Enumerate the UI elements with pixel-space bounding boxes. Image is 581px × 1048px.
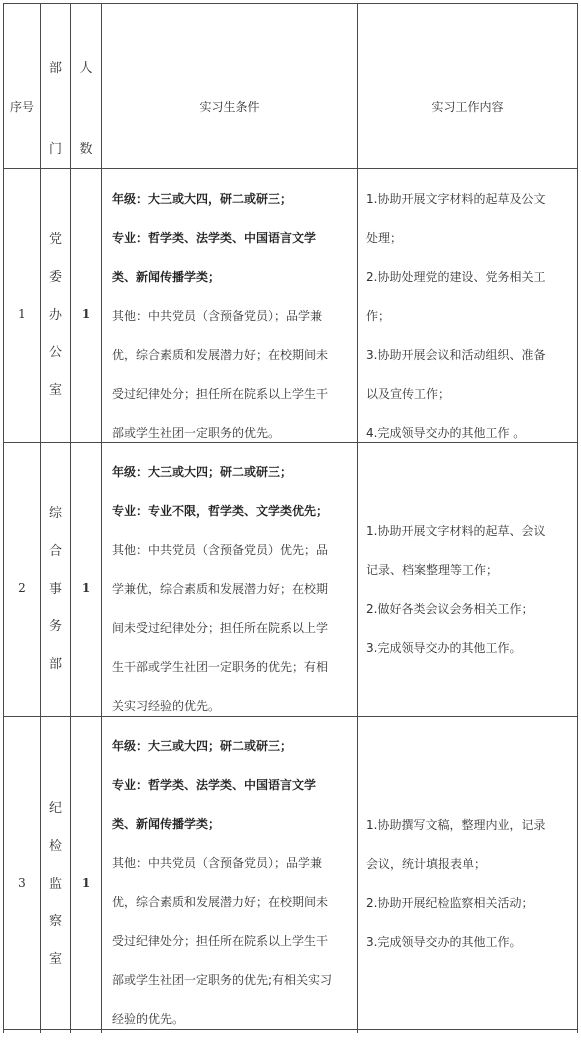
- condition-line: 间未受过纪律处分；担任所在院系以上学: [112, 621, 329, 635]
- header-index: 序号: [9, 100, 34, 114]
- dept-char: 部: [48, 657, 62, 672]
- condition-line: 年级：大三或大四，研二或研三；: [112, 192, 293, 206]
- condition-line: 生干部或学生社团一定职务的优先；有相: [112, 660, 329, 674]
- work-line: 会议，统计填报表单；: [366, 857, 487, 871]
- row-index: 3: [18, 876, 26, 890]
- condition-line: 类、新闻传播学类；: [112, 817, 221, 831]
- dept-char: 合: [48, 543, 62, 559]
- header-dept-char: 部: [48, 61, 62, 76]
- work-line: 4.完成领导交办的其他工作 。: [366, 426, 526, 440]
- condition-line: 关实习经验的优先。: [112, 699, 221, 713]
- dept-char: 检: [48, 838, 62, 854]
- work-line: 作；: [366, 309, 391, 323]
- header-dept-char: 门: [48, 142, 62, 157]
- work-line: 处理；: [366, 231, 403, 245]
- grid-line: [357, 3, 358, 1033]
- condition-line: 其他：中共党员（含预备党员）；品学兼: [112, 856, 323, 870]
- header-dept: [41, 57, 70, 157]
- row-work: [366, 521, 545, 677]
- work-line: 1.协助开展文字材料的起草及公文: [366, 192, 546, 206]
- condition-line: 其他：中共党员（含预备党员）；品学兼: [112, 309, 323, 323]
- condition-line: 经验的优先。: [112, 1012, 185, 1026]
- row-dept: [41, 228, 70, 398]
- row-count: 1: [81, 876, 91, 890]
- condition-line: 专业：专业不限，哲学类、文学类优先；: [112, 504, 329, 518]
- row-work: [366, 815, 545, 971]
- dept-char: 党: [48, 232, 62, 247]
- dept-char: 事: [48, 581, 62, 597]
- row-work: [366, 189, 545, 462]
- row-conditions: [112, 189, 328, 462]
- work-line: 3.完成领导交办的其他工作。: [366, 935, 522, 949]
- dept-char: 室: [48, 952, 62, 967]
- condition-line: 受过纪律处分；担任所在院系以上学生干: [112, 934, 329, 948]
- work-line: 1.协助撰写文稿，整理内业，记录: [366, 818, 546, 832]
- condition-line: 专业：哲学类、法学类、中国语言文学: [112, 231, 317, 245]
- work-line: 1.协助开展文字材料的起草、会议: [366, 524, 546, 538]
- condition-line: 受过纪律处分；担任所在院系以上学生干: [112, 387, 329, 401]
- dept-char: 办: [48, 307, 62, 323]
- dept-char: 综: [48, 506, 62, 521]
- condition-line: 年级：大三或大四；研二或研三；: [112, 739, 293, 753]
- row-dept: [41, 797, 70, 967]
- row-dept: [41, 502, 70, 672]
- header-count: [71, 57, 101, 157]
- dept-char: 纪: [48, 801, 62, 816]
- condition-line: 优，综合素质和发展潜力好；在校期间未: [112, 895, 329, 909]
- condition-line: 专业：哲学类、法学类、中国语言文学: [112, 778, 317, 792]
- row-count: 1: [81, 581, 91, 595]
- header-count-char: 数: [79, 142, 93, 157]
- header-conditions: 实习生条件: [199, 100, 260, 114]
- dept-char: 委: [48, 269, 62, 285]
- work-line: 2.做好各类会议会务相关工作；: [366, 602, 534, 616]
- row-count: 1: [81, 307, 91, 321]
- dept-char: 公: [48, 345, 62, 361]
- row-index: 1: [18, 307, 26, 321]
- condition-line: 优，综合素质和发展潜力好；在校期间未: [112, 348, 329, 362]
- dept-char: 察: [48, 914, 62, 930]
- grid-line: [101, 3, 102, 1033]
- work-line: 以及宣传工作；: [366, 387, 451, 401]
- work-line: 3.协助开展会议和活动组织、准备: [366, 348, 546, 362]
- dept-char: 务: [48, 619, 62, 635]
- header-count-char: 人: [79, 61, 93, 76]
- row-conditions: [112, 736, 332, 1048]
- condition-line: 类、新闻传播学类；: [112, 270, 221, 284]
- dept-char: 监: [48, 876, 62, 892]
- grid-line: [3, 3, 578, 4]
- condition-line: 部或学生社团一定职务的优先。: [112, 426, 281, 440]
- work-line: 3.完成领导交办的其他工作。: [366, 641, 522, 655]
- condition-line: 部或学生社团一定职务的优先;有相关实习: [112, 973, 333, 987]
- work-line: 2.协助处理党的建设、党务相关工: [366, 270, 546, 284]
- work-line: 2.协助开展纪检监察相关活动；: [366, 896, 534, 910]
- condition-line: 学兼优，综合素质和发展潜力好；在校期: [112, 582, 329, 596]
- condition-line: 年级：大三或大四；研二或研三；: [112, 465, 293, 479]
- grid-line: [577, 3, 578, 1033]
- dept-char: 室: [48, 383, 62, 398]
- grid-line: [3, 168, 578, 169]
- condition-line: 其他：中共党员（含预备党员）优先；品: [112, 543, 329, 557]
- row-index: 2: [18, 581, 26, 595]
- header-work: 实习工作内容: [431, 100, 504, 114]
- row-conditions: [112, 462, 328, 735]
- work-line: 记录、档案整理等工作；: [366, 563, 499, 577]
